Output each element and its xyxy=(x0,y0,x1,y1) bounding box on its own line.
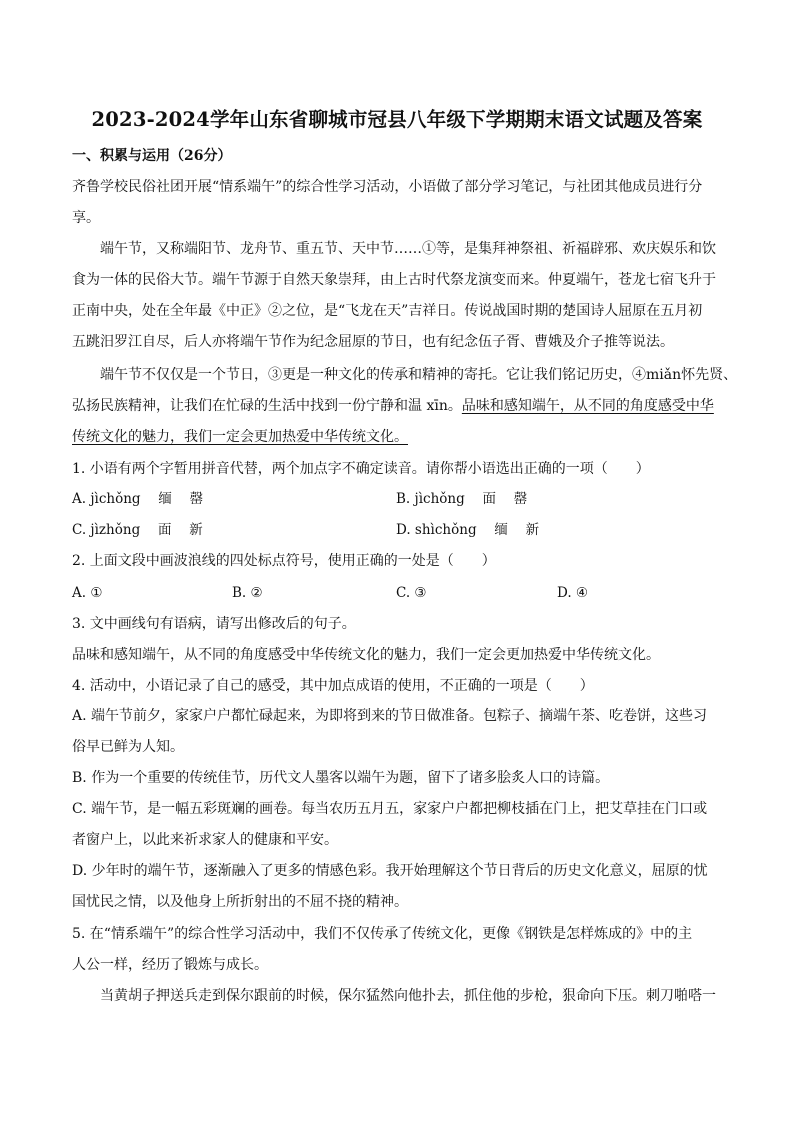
question-2-option-d: D. ④ xyxy=(557,585,589,601)
question-2-option-c: C. ③ xyxy=(396,585,427,601)
paragraph2-line-1: 端午节不仅仅是一个节日，③更是一种文化的传承和精神的寄托。它让我们铭记历史，④miǎn怀先贤、 xyxy=(100,367,738,383)
question-5-stem-line-2: 人公一样，经历了锻炼与成长。 xyxy=(72,957,268,973)
underlined-sentence-part-1: 品味和感知端午，从不同的角度感受中华 xyxy=(461,398,714,414)
intro-line-2: 享。 xyxy=(72,210,100,226)
question-5-stem-line-1: 5. 在“情系端午”的综合性学习活动中，我们不仅传承了传统文化，更像《钢铁是怎样炼成的》中的主 xyxy=(72,926,693,942)
section-heading: 一、积累与运用（26分） xyxy=(72,148,232,164)
paragraph1-line-4: 五跳汨罗江自尽，后人亦将端午节作为纪念屈原的节日，也有纪念伍子胥、曹娥及介子推等说法。 xyxy=(72,334,674,350)
question-1-option-a: A. jìchǒng 缅 罄 xyxy=(72,491,204,507)
paragraph1-line-3: 正南中央，处在全年最《中正》②之位，是“飞龙在天”吉祥日。传说战国时期的楚国诗人屈原在五月初 xyxy=(72,303,703,319)
question-3-sentence: 品味和感知端午，从不同的角度感受中华传统文化的魅力，我们一定会更加热爱中华传统文化。 xyxy=(72,647,660,663)
paragraph2-plain-text: 弘扬民族精神，让我们在忙碌的生活中找到一份宁静和温 xīn。 xyxy=(72,398,462,414)
intro-line-1: 齐鲁学校民俗社团开展“情系端午”的综合性学习活动，小语做了部分学习笔记，与社团其他成员进行分 xyxy=(72,179,703,195)
question-3-stem: 3. 文中画线句有语病，请写出修改后的句子。 xyxy=(72,616,356,632)
question-4-option-c-line-2: 者窗户上，以此来祈求家人的健康和平安。 xyxy=(72,832,338,848)
question-1-stem: 1. 小语有两个字暂用拼音代替，两个加点字不确定读音。请你帮小语选出正确的一项（ ） xyxy=(72,461,650,477)
question-2-stem: 2. 上面文段中画波浪线的四处标点符号，使用正确的一处是（ ） xyxy=(72,553,496,569)
question-4-option-a-line-2: 俗早已鲜为人知。 xyxy=(72,739,184,755)
paragraph1-line-1: 端午节，又称端阳节、龙舟节、重五节、天中节……①等，是集拜神祭祖、祈福辟邪、欢庆娱乐和饮 xyxy=(100,241,716,257)
question-2-option-a: A. ① xyxy=(72,585,103,601)
question-1-option-d: D. shìchǒng 缅 新 xyxy=(396,522,540,538)
question-4-stem: 4. 活动中，小语记录了自己的感受，其中加点成语的使用，不正确的一项是（ ） xyxy=(72,678,594,694)
question-1-option-c: C. jìzhǒng 面 新 xyxy=(72,522,203,538)
question-5-excerpt: 当黄胡子押送兵走到保尔跟前的时候，保尔猛然向他扑去，抓住他的步枪，狠命向下压。刺刀啪嗒一 xyxy=(100,988,716,1004)
paragraph2-line-2 xyxy=(72,397,714,415)
question-4-option-b: B. 作为一个重要的传统佳节，历代文人墨客以端午为题，留下了诸多脍炙人口的诗篇。 xyxy=(72,770,610,786)
question-2-option-b: B. ② xyxy=(232,585,263,601)
paragraph1-line-2: 食为一体的民俗大节。端午节源于自然天象崇拜，由上古时代祭龙演变而来。仲夏端午，苍龙七宿飞升于 xyxy=(72,272,716,288)
question-4-option-d-line-1: D. 少年时的端午节，逐渐融入了更多的情感色彩。我开始理解这个节日背后的历史文化意义，屈原的忧 xyxy=(72,863,708,879)
question-4-option-d-line-2: 国忧民之情，以及他身上所折射出的不屈不挠的精神。 xyxy=(72,894,408,910)
question-4-option-c-line-1: C. 端午节，是一幅五彩斑斓的画卷。每当农历五月五，家家户户都把柳枝插在门上，把艾草挂在门口或 xyxy=(72,801,708,817)
underlined-sentence-part-2: 传统文化的魅力，我们一定会更加热爱中华传统文化。 xyxy=(72,429,408,445)
page-title: 2023-2024学年山东省聊城市冠县八年级下学期期末语文试题及答案 xyxy=(91,108,703,131)
question-1-option-b: B. jìchǒng 面 罄 xyxy=(396,491,528,507)
question-4-option-a-line-1: A. 端午节前夕，家家户户都忙碌起来，为即将到来的节日做准备。包粽子、摘端午茶、吃卷饼，这些习 xyxy=(72,708,708,724)
